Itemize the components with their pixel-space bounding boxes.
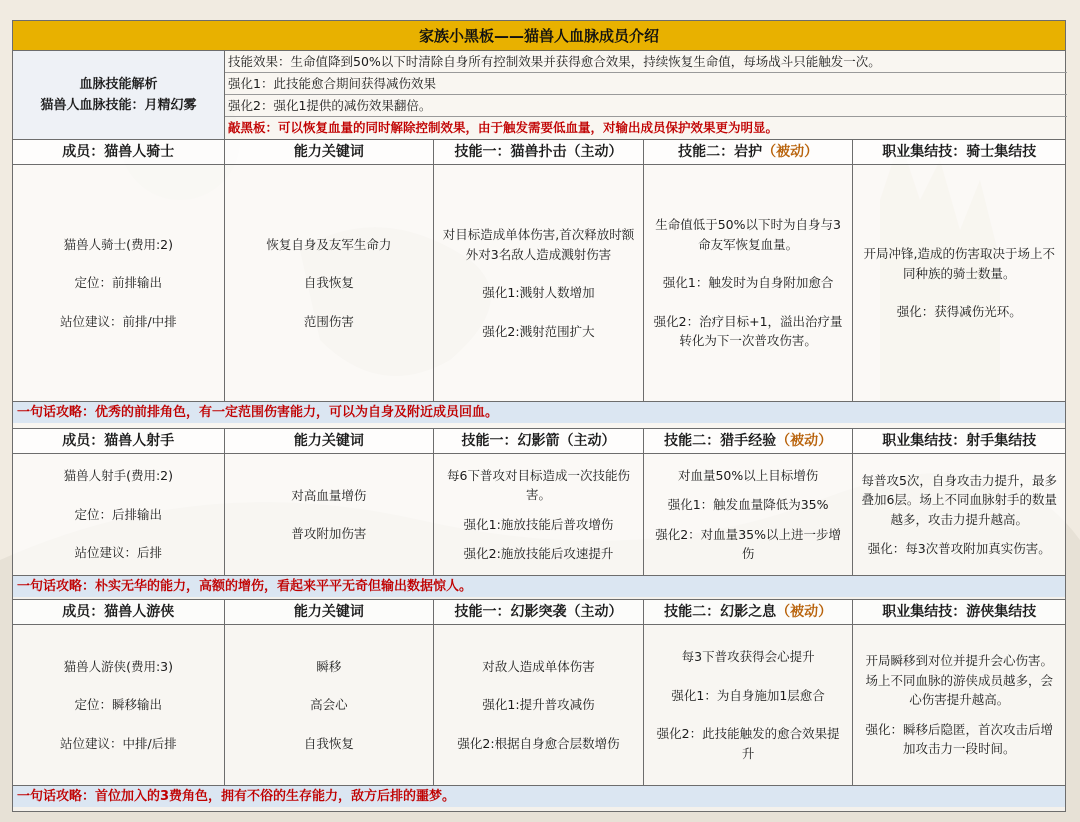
member-role: 定位：瞬移输出 xyxy=(74,697,163,713)
passive-tag: （被动） xyxy=(776,604,833,620)
tip-text: 首位加入的3费角色，拥有不俗的生存能力，敌方后排的噩梦。 xyxy=(95,789,456,804)
combo-cell xyxy=(853,625,1065,785)
skill2-cell xyxy=(644,625,854,785)
skill1-desc: 对目标造成单体伤害,首次释放时额外对3名敌人造成溅射伤害 xyxy=(442,227,635,262)
board-title: 家族小黑板——猫兽人血脉成员介绍 xyxy=(13,21,1065,51)
tip-label: 一句话攻略： xyxy=(17,405,96,420)
member-position: 站位建议：中排/后排 xyxy=(59,735,177,751)
skill2-desc: 生命值低于50%以下时为自身与3命友军恢复血量。 xyxy=(655,217,841,252)
keyword: 高会心 xyxy=(310,697,348,713)
combo-enhance: 强化：瞬移后隐匿，首次攻击后增加攻击力一段时间。 xyxy=(865,721,1053,757)
skill2-enhance1: 强化1：触发血量降低为35% xyxy=(667,497,829,512)
enhance2-line: 强化2：强化1提供的减伤效果翻倍。 xyxy=(225,95,1067,117)
member-body-row xyxy=(13,454,1065,575)
skill2-cell xyxy=(644,165,854,401)
member-header-row xyxy=(13,599,1065,625)
bloodline-skill-name: 猫兽人血脉技能：月精幻雾 xyxy=(40,98,197,113)
skill2-enhance1: 强化1：为自身施加1层愈合 xyxy=(671,687,825,703)
member-cost: 猫兽人骑士(费用:2) xyxy=(63,236,173,252)
keywords-header: 能力关键词 xyxy=(225,429,435,453)
keywords-header: 能力关键词 xyxy=(225,600,435,624)
keywords-header: 能力关键词 xyxy=(225,140,435,164)
tip-label: 一句话攻略： xyxy=(17,579,96,594)
combo-desc: 开局冲锋,造成的伤害取决于场上不同种族的骑士数量。 xyxy=(863,246,1055,281)
tip-text: 朴实无华的能力，高额的增伤，看起来平平无奇但输出数据惊人。 xyxy=(95,579,473,594)
member-position: 站位建议：前排/中排 xyxy=(59,313,177,329)
combo-cell xyxy=(853,165,1065,401)
combo-header: 职业集结技：射手集结技 xyxy=(882,433,1037,449)
member-info-cell xyxy=(13,454,225,575)
skill1-desc: 每6下普攻对目标造成一次技能伤害。 xyxy=(447,467,630,502)
member-body-row xyxy=(13,625,1065,785)
passive-tag: （被动） xyxy=(776,433,833,449)
combo-enhance: 强化：获得减伤光环。 xyxy=(896,304,1022,320)
combo-desc: 开局瞬移到对位并提升会心伤害。场上不同血脉的游侠成员越多，会心伤害提升越高。 xyxy=(865,653,1053,708)
bloodline-skill-summary xyxy=(13,51,225,139)
member-header-row xyxy=(13,139,1065,165)
member-body-row xyxy=(13,165,1065,401)
member-name-header: 成员：猫兽人射手 xyxy=(13,429,225,453)
skill-effect-line: 技能效果：生命值降到50%以下时清除自身所有控制效果并获得愈合效果，持续恢复生命值，每场战斗只能触发一次。 xyxy=(225,51,1067,73)
combo-desc: 每普攻5次，自身攻击力提升，最多叠加6层。场上不同血脉射手的数量越多，攻击力提升越高。 xyxy=(861,472,1057,527)
keyword: 自我恢复 xyxy=(303,275,354,291)
member-role: 定位：后排输出 xyxy=(74,506,163,522)
combo-enhance: 强化：每3次普攻附加真实伤害。 xyxy=(867,541,1051,556)
member-header-row xyxy=(13,428,1065,454)
info-board xyxy=(12,20,1066,812)
combo-cell xyxy=(853,454,1065,575)
bloodline-analysis-label: 血脉技能解析 xyxy=(79,77,158,92)
member-cost: 猫兽人游侠(费用:3) xyxy=(63,658,173,674)
combo-header: 职业集结技：骑士集结技 xyxy=(882,144,1037,160)
skill1-header: 技能一：幻影箭（主动） xyxy=(434,429,644,453)
keyword: 普攻附加伤害 xyxy=(291,526,367,541)
skill2-enhance2: 强化2：治疗目标+1，溢出治疗量转化为下一次普攻伤害。 xyxy=(653,313,843,349)
key-note-line: 敲黑板：可以恢复血量的同时解除控制效果，由于触发需要低血量，对输出成员保护效果更为明显。 xyxy=(228,120,779,135)
skill1-enhance2: 强化2:根据自身愈合层数增伤 xyxy=(457,735,620,751)
member-position: 站位建议：后排 xyxy=(74,545,163,561)
skill1-header: 技能一：幻影突袭（主动） xyxy=(434,600,644,624)
skill1-enhance1: 强化1:提升普攻减伤 xyxy=(482,697,595,713)
member-name-header: 成员：猫兽人游侠 xyxy=(13,600,225,624)
keyword: 范围伤害 xyxy=(303,313,354,329)
skill1-enhance2: 强化2:施放技能后攻速提升 xyxy=(463,546,614,561)
skill1-enhance1: 强化1:施放技能后普攻增伤 xyxy=(463,516,614,532)
tip-text: 优秀的前排角色，有一定范围伤害能力，可以为自身及附近成员回血。 xyxy=(95,405,499,420)
keywords-cell xyxy=(225,625,435,785)
passive-tag: （被动） xyxy=(762,144,819,160)
skill2-cell xyxy=(644,454,854,575)
skill1-cell xyxy=(434,625,644,785)
skill2-enhance2: 强化2：对血量35%以上进一步增伤 xyxy=(655,526,841,561)
skill1-desc: 对敌人造成单体伤害 xyxy=(482,658,595,674)
skill1-cell xyxy=(434,165,644,401)
keyword: 自我恢复 xyxy=(303,735,354,751)
skill2-enhance1: 强化1：触发时为自身附加愈合 xyxy=(662,275,834,291)
enhance1-line: 强化1：此技能愈合期间获得减伤效果 xyxy=(225,73,1067,95)
member-info-cell xyxy=(13,165,225,401)
keywords-cell xyxy=(225,454,435,575)
skill1-header: 技能一：猫兽扑击（主动） xyxy=(434,140,644,164)
member-info-cell xyxy=(13,625,225,785)
member-cost: 猫兽人射手(费用:2) xyxy=(63,468,173,484)
skill2-header: 技能二：岩护（被动） xyxy=(644,140,854,164)
member-tip xyxy=(13,575,1065,597)
skill1-cell xyxy=(434,454,644,575)
skill1-enhance1: 强化1:溅射人数增加 xyxy=(482,285,595,300)
skill2-header: 技能二：幻影之息（被动） xyxy=(644,600,854,624)
combo-header: 职业集结技：游侠集结技 xyxy=(882,604,1037,620)
keyword: 瞬移 xyxy=(316,658,342,674)
skill2-header: 技能二：猎手经验（被动） xyxy=(644,429,854,453)
member-name-header: 成员：猫兽人骑士 xyxy=(13,140,225,164)
member-tip xyxy=(13,785,1065,807)
keyword: 对高血量增伤 xyxy=(291,487,367,503)
skill2-desc: 对血量50%以上目标增伤 xyxy=(677,467,819,483)
tip-label: 一句话攻略： xyxy=(17,789,96,804)
skill2-enhance2: 强化2：此技能触发的愈合效果提升 xyxy=(656,726,840,761)
member-role: 定位：前排输出 xyxy=(74,275,163,291)
skill1-enhance2: 强化2:溅射范围扩大 xyxy=(482,323,595,339)
keyword: 恢复自身及友军生命力 xyxy=(266,236,392,252)
skill2-desc: 每3下普攻获得会心提升 xyxy=(681,649,815,664)
member-tip xyxy=(13,401,1065,423)
keywords-cell xyxy=(225,165,435,401)
